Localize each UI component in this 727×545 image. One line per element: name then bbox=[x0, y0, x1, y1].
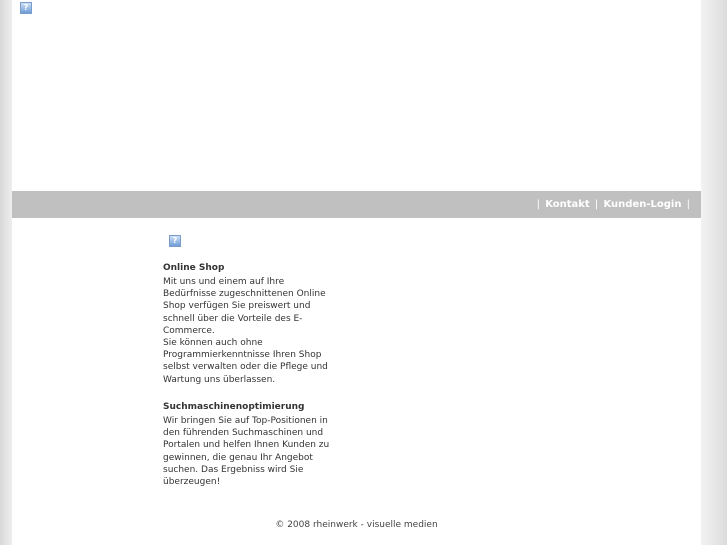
section-suchmaschinenoptimierung bbox=[163, 401, 331, 488]
nav-separator: | bbox=[686, 199, 690, 210]
main-content bbox=[12, 218, 701, 545]
content-column bbox=[12, 0, 701, 545]
section-text: Mit uns und einem auf Ihre Bedürfnisse zugeschnittenen Online Shop verfügen Sie preiswert und schnell über die Vorteile des E-Commerce. bbox=[163, 277, 326, 336]
footer-copyright: © 2008 rheinwerk - visuelle medien bbox=[275, 520, 438, 530]
section-online-shop bbox=[163, 262, 331, 386]
left-page-shadow bbox=[0, 0, 12, 545]
section-title: Suchmaschinenoptimierung bbox=[163, 402, 305, 412]
section-text: Sie können auch ohne Programmierkenntnisse Ihren Shop selbst verwalten oder die Pflege und Wartung uns überlassen. bbox=[163, 338, 328, 385]
broken-image-icon: ? bbox=[169, 235, 181, 247]
broken-image-icon: ? bbox=[20, 2, 32, 14]
top-navigation-bar bbox=[12, 191, 701, 218]
nav-separator: | bbox=[536, 199, 540, 210]
nav-links bbox=[535, 191, 692, 218]
header-banner bbox=[12, 0, 701, 191]
nav-link-kunden-login[interactable]: Kunden-Login bbox=[603, 199, 682, 210]
nav-link-kontakt[interactable]: Kontakt bbox=[545, 199, 590, 210]
section-title: Online Shop bbox=[163, 263, 225, 273]
section-text: Wir bringen Sie auf Top-Positionen in den führenden Suchmaschinen und Portalen und helfen Ihnen Kunden zu gewinnen, die genau Ihr Angebot suchen. Das Ergebniss wird Sie überzeugen! bbox=[163, 416, 330, 488]
nav-separator: | bbox=[594, 199, 599, 210]
right-page-shadow bbox=[701, 0, 727, 545]
